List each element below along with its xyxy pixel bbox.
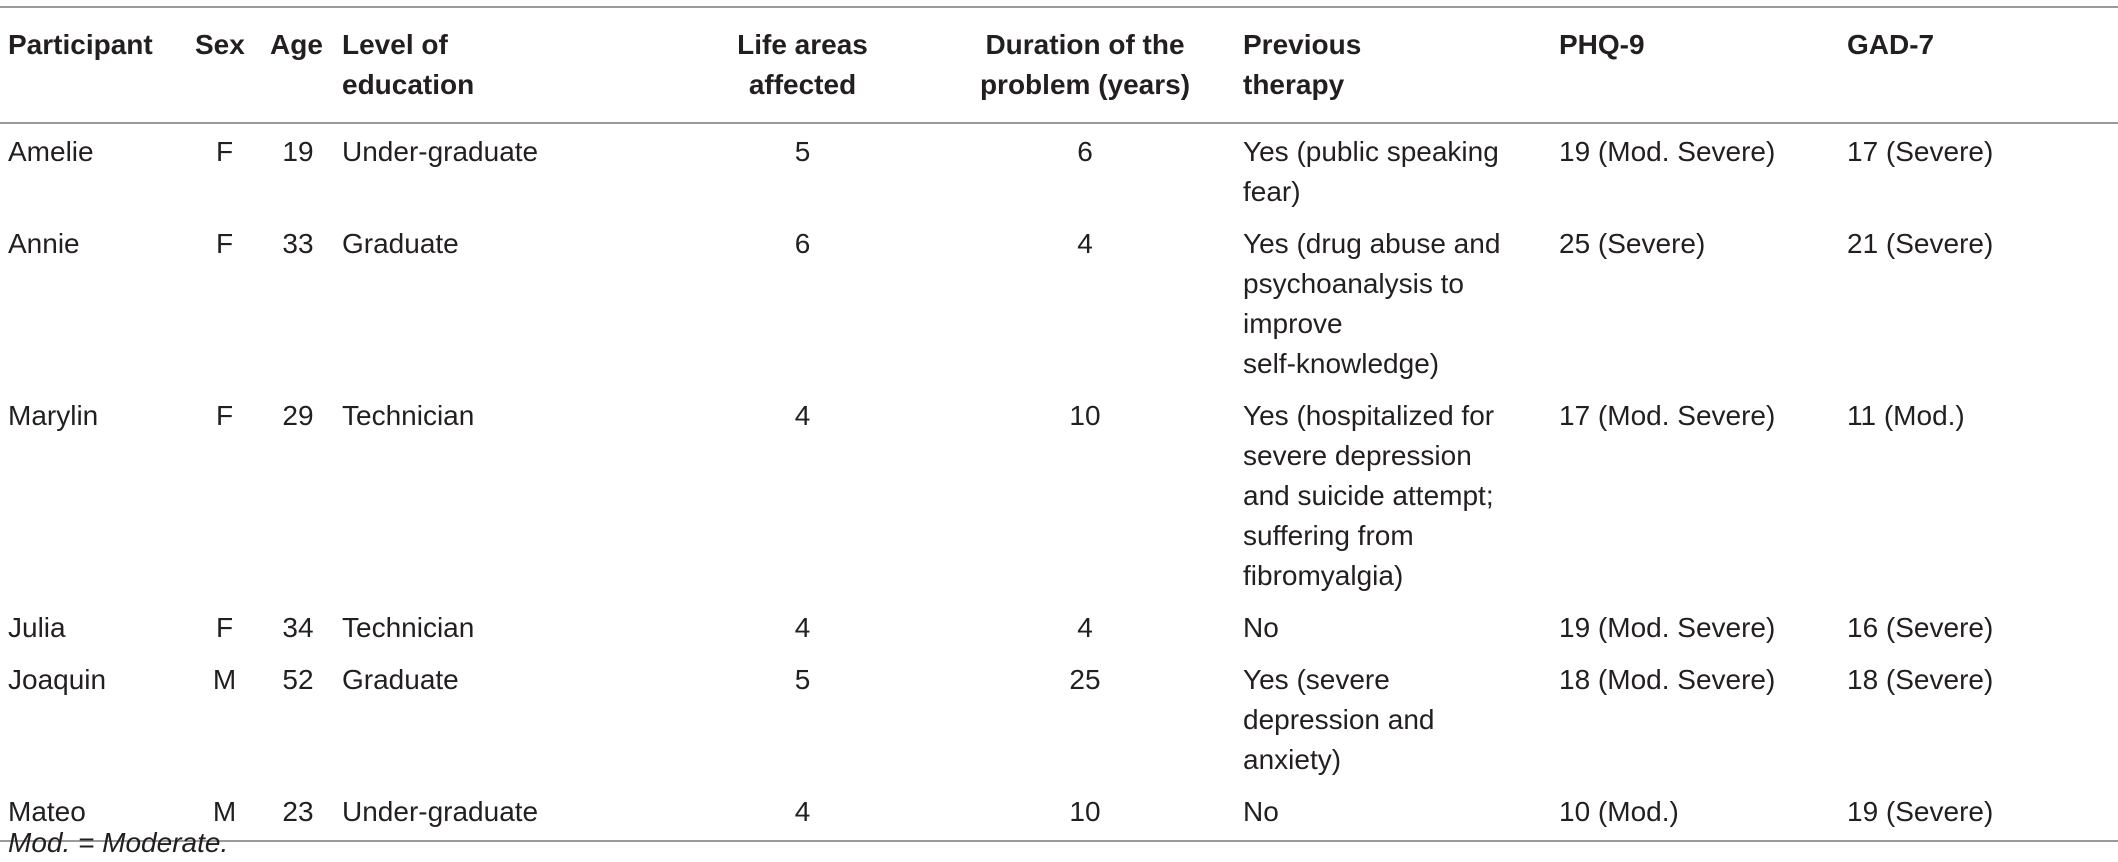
therapy-line: Yes (hospitalized for (1243, 400, 1495, 431)
cell-duration: 6 (1077, 136, 1093, 167)
cell-participant: Julia (8, 612, 66, 643)
header-gad7: GAD-7 (1847, 29, 1935, 60)
header-duration: Duration of the problem (years) (979, 29, 1191, 100)
therapy-line: Yes (drug abuse and (1243, 228, 1501, 259)
cell-sex: F (215, 136, 234, 167)
therapy-line: self-knowledge) (1243, 348, 1440, 379)
cell-previous-therapy (1235, 123, 1551, 216)
cell-gad7: 18 (Severe) (1847, 664, 1994, 695)
cell-life-areas: 5 (794, 136, 811, 167)
cell-duration: 10 (1069, 796, 1101, 827)
cell-sex: M (212, 664, 237, 695)
header-education: Level of education (342, 29, 475, 100)
cell-phq9: 19 (Mod. Severe) (1559, 612, 1776, 643)
cell-duration: 4 (1077, 228, 1093, 259)
cell-phq9: 19 (Mod. Severe) (1559, 136, 1776, 167)
cell-participant: Mateo (8, 796, 86, 827)
header-sex: Sex (195, 29, 245, 60)
table-row (0, 784, 2118, 841)
therapy-line: depression and (1243, 704, 1435, 735)
cell-participant: Joaquin (8, 664, 107, 695)
therapy-line: and suicide attempt; (1243, 480, 1494, 511)
therapy-line: fear) (1243, 176, 1301, 207)
therapy-line: anxiety) (1243, 744, 1342, 775)
cell-age: 23 (282, 796, 314, 827)
cell-education: Graduate (342, 228, 459, 259)
cell-duration: 25 (1069, 664, 1101, 695)
header-phq9: PHQ-9 (1559, 29, 1645, 60)
cell-participant: Marylin (8, 400, 99, 431)
cell-education: Technician (342, 612, 475, 643)
cell-gad7: 16 (Severe) (1847, 612, 1994, 643)
cell-sex: F (215, 612, 234, 643)
table-row (0, 123, 2118, 216)
cell-life-areas: 4 (794, 400, 811, 431)
cell-age: 19 (282, 136, 314, 167)
cell-gad7: 19 (Severe) (1847, 796, 1994, 827)
header-age: Age (270, 29, 323, 60)
therapy-line: suffering from (1243, 520, 1414, 551)
cell-phq9: 25 (Severe) (1559, 228, 1706, 259)
table-row (0, 216, 2118, 388)
cell-participant: Annie (8, 228, 80, 259)
header-life-areas: Life areas affected (737, 29, 868, 100)
cell-sex: F (215, 228, 234, 259)
header-previous-therapy: Previous therapy (1243, 29, 1362, 100)
cell-gad7: 21 (Severe) (1847, 228, 1994, 259)
cell-age: 33 (282, 228, 314, 259)
cell-age: 29 (282, 400, 314, 431)
therapy-line: Yes (severe (1243, 664, 1390, 695)
cell-life-areas: 6 (794, 228, 811, 259)
cell-previous-therapy (1235, 216, 1551, 388)
therapy-line: severe depression (1243, 440, 1472, 471)
table-row (0, 388, 2118, 600)
cell-gad7: 11 (Mod.) (1847, 400, 1965, 431)
table-footnote: Mod. = Moderate. (8, 827, 229, 858)
table-row (0, 600, 2118, 652)
cell-phq9: 10 (Mod.) (1559, 796, 1679, 827)
cell-life-areas: 4 (794, 796, 811, 827)
cell-life-areas: 5 (794, 664, 811, 695)
cell-participant: Amelie (8, 136, 94, 167)
cell-age: 34 (282, 612, 314, 643)
cell-duration: 4 (1077, 612, 1093, 643)
participants-table (0, 6, 2118, 842)
header-row (0, 7, 2118, 123)
therapy-line: No (1243, 796, 1279, 827)
cell-life-areas: 4 (794, 612, 811, 643)
therapy-line: No (1243, 612, 1279, 643)
cell-gad7: 17 (Severe) (1847, 136, 1994, 167)
cell-duration: 10 (1069, 400, 1101, 431)
therapy-line: psychoanalysis to (1243, 268, 1465, 299)
cell-previous-therapy (1235, 652, 1551, 784)
header-participant: Participant (8, 29, 153, 60)
therapy-line: fibromyalgia) (1243, 560, 1404, 591)
cell-age: 52 (282, 664, 314, 695)
table-body (0, 123, 2118, 841)
cell-sex: M (212, 796, 237, 827)
therapy-line: Yes (public speaking (1243, 136, 1499, 167)
table-row (0, 652, 2118, 784)
cell-previous-therapy (1235, 600, 1551, 652)
cell-education: Under-graduate (342, 136, 539, 167)
cell-previous-therapy (1235, 784, 1551, 841)
cell-education: Graduate (342, 664, 459, 695)
cell-education: Technician (342, 400, 475, 431)
cell-previous-therapy (1235, 388, 1551, 600)
cell-phq9: 17 (Mod. Severe) (1559, 400, 1776, 431)
therapy-line: improve (1243, 308, 1343, 339)
cell-education: Under-graduate (342, 796, 539, 827)
cell-phq9: 18 (Mod. Severe) (1559, 664, 1776, 695)
cell-sex: F (215, 400, 234, 431)
